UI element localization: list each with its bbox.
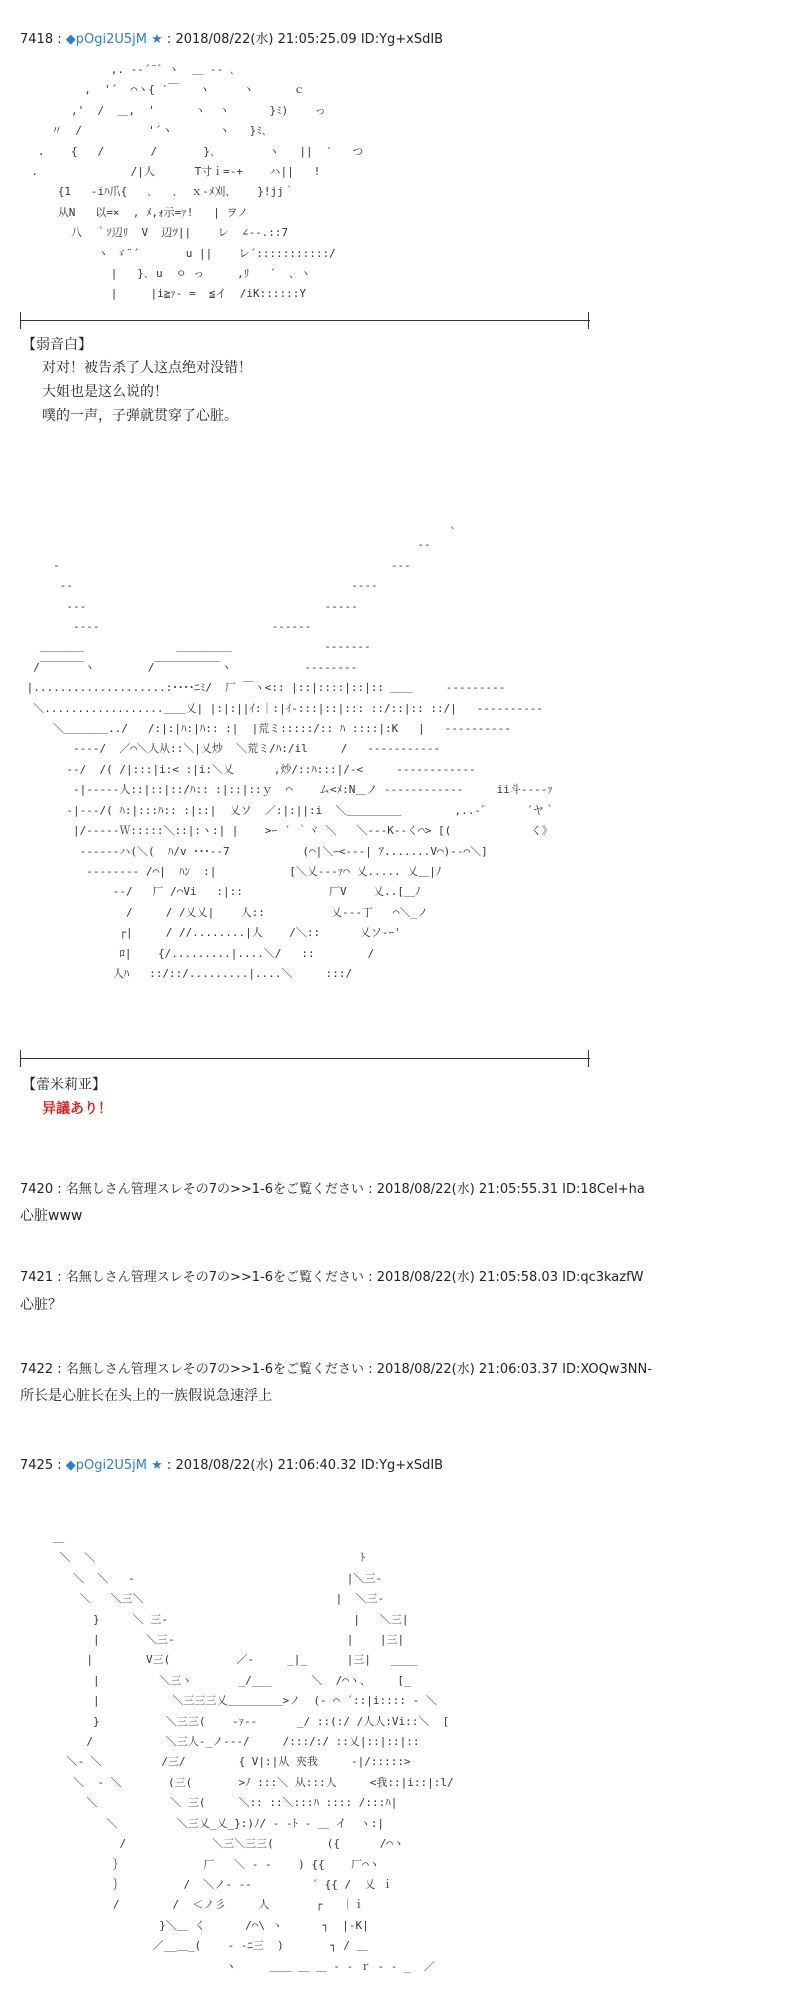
poster-name: 名無しさん管理スレその7の>>1-6をご覧ください (65, 1270, 365, 1285)
post-header (20, 1454, 443, 1473)
separator: : (166, 32, 176, 47)
post-header (20, 1266, 644, 1285)
post-timestamp: 2018/08/22(水) 21:06:40.32 (175, 1458, 357, 1473)
separator: : (368, 1270, 377, 1285)
post-number: 7425 (20, 1458, 54, 1473)
dialogue-line: 大姐也是这么说的！ (42, 384, 168, 400)
separator: : (57, 1458, 66, 1473)
post-body: 心脏？ (20, 1297, 62, 1313)
separator: : (368, 1362, 377, 1377)
ascii-art-scene: ＿ ＼ ＼ ﾄ ＼ ＼ ‐ |＼三‐ ＼ ＼三＼ | ＼三‐ } ＼ 三‐ | ＼三| | ＼三‐ | |三| | V三( ／‐ _|_ |三| ____ | ＼三ヽ _/___ ＼ /⌒ヽ、 [_ | ＼三三三乂＿＿＿＿＿>ノ (‐ ⌒ ´::|i:::: ‐ ＼ } ＼三三( ‐ｧ‐‐ _/ ::(:/ /人人:Vi::＼ [ / ＼三人‐_ノ‐‐‐/ /:::/:/ ::乂|::|::|:: ＼‐ ＼ /三/ { V|:|从 夾我 ‐|/:::::> ＼ ‐ ＼ (三( >ﾉ :::＼ 从:::人 <我::|i::|:l/ ＼ ＼ 三( ＼:: ::＼:::ﾊ :::: /:::ﾊ| ＼ ＼三乂_乂_}:)ﾉ/ ‐ ‐ﾄ ‐ ＿ イ ヽ:| / ＼三＼三三( ({ /⌒ヽ ｝ 厂 ＼ ‐ ‐ ) {{ 厂⌒ヽ ｝ / ＼ノ‐ ‐‐ ´ {{ / 乂 ｉ / / ＜ノ彡 人 ┌ ｜ｉ }＼＿ く /⌒\ ヽ ┐ |‐K| ／__＿_( ‐ ‐ﾆ三 ) ┐ / ＿ ヽ ＿＿ ＿ ＿ ‐ ‐ ｒ ‐ ‐ _ ／ (53, 1531, 454, 1973)
poster-id: ID:qc3kazfW (562, 1270, 644, 1285)
post-number: 7418 (20, 32, 54, 47)
ascii-art-remilia: ､ ‐‐ ‐ ‐‐‐ ‐‐ ‐‐‐‐ ‐‐‐ ‐‐‐‐‐ ‐‐‐‐ ‐‐‐‐‐‐ ＿＿＿＿ ＿＿＿＿＿ ‐‐‐‐‐‐‐ /￣￣￣￣ヽ /￣￣￣￣￣￣ヽ ‐‐‐‐‐‐‐‐ |....................:････ﾆﾐ/ 厂 ￣ヽ<:: |::|::::|::|:: ＿＿ ‐‐‐‐‐‐‐‐‐ ＼..................＿＿乂| |:|:||ｲ:｜:|ｲ-:::|::|::: ::/::|:: ::/| ‐‐‐‐‐‐‐‐‐‐ ＼＿＿＿＿../ /:|:|ﾊ:|ﾊ:: :| |荒ミ:::::/:: ﾊ ::::|:K | ‐‐‐‐‐‐‐‐‐‐ ‐‐‐‐/ ／⌒＼人从::＼|乂炒 ＼荒ミ/ﾊ:/il / ‐‐‐‐‐‐‐‐‐‐‐ ‐‐/ /( /|:::|i:< :|i:＼乂 ,炒/::ﾊ:::|/-< ‐‐‐‐‐‐‐‐‐‐‐‐ ‐|‐‐‐‐‐人::|::|::/ﾊ:: :|::|::ｙ ⌒ ム<ﾒ:N＿ノ ‐‐‐‐‐‐‐‐‐‐‐‐ ii斗‐‐‐‐ｧ ‐|‐‐‐/( ﾊ:|:::ﾊ:: :|::| 乂ソ ／:|:||:i ＼＿＿＿＿＿ ,..-ﾞ ´ヤ｀ |/‐‐‐‐‐Ｗ:::::＼::|:ヽ:| | >ｰ ´ ｀ヾ ＼ ＼‐‐‐K‐-く⌒> [( く》 ‐‐‐‐‐‐ハ(＼( ﾊ/v ･･･‐‐7 (⌒|＼ｰ<‐‐‐| ｱ.......V⌒)‐‐⌒＼] ‐‐‐‐‐‐‐‐ /⌒| ﾊﾝ :| [＼乂‐‐‐ｧ⌒ 乂..... 乂＿|ﾉ ‐‐/ 厂 /⌒Vi :|:: 厂V 乂..[＿ﾉ / / /乂乂| 人:: 乂‐‐‐丁 ⌒＼_ノ ┌| / //........|人 /＼:: 乂ソ‐ｰ' ﾛ| {/.........|....＼/ :: / 人ﾊ ::/::/.........|....＼ :::/ (26, 518, 555, 980)
dialogue-line: 对对！被告杀了人这点绝对没错！ (42, 360, 252, 376)
post-header (20, 28, 443, 47)
poster-id: ID:Yg+xSdIB (360, 1458, 444, 1473)
post-timestamp: 2018/08/22(水) 21:06:03.37 (376, 1362, 558, 1377)
post-body: 心脏www (20, 1208, 83, 1224)
post-timestamp: 2018/08/22(水) 21:05:25.09 (175, 32, 357, 47)
speaker-label: 【蕾米莉亚】 (22, 1077, 106, 1093)
poster-name: ◆pOgi2U5jM ★ (65, 1458, 163, 1473)
post-body: 所长是心脏长在头上的一族假说急速浮上 (20, 1388, 272, 1404)
poster-id: ID:18CeI+ha (562, 1182, 645, 1197)
scene-divider (20, 320, 590, 321)
dialogue-line: 噗的一声，子弹就贯穿了心脏。 (42, 408, 238, 424)
separator: : (57, 1270, 66, 1285)
scene-divider (20, 1058, 590, 1059)
separator: : (166, 1458, 176, 1473)
post-header (20, 1358, 652, 1377)
post-number: 7420 (20, 1182, 54, 1197)
post-timestamp: 2018/08/22(水) 21:05:58.03 (376, 1270, 558, 1285)
scene-divider-cap (588, 1050, 589, 1067)
separator: : (57, 1182, 66, 1197)
post-header (20, 1178, 645, 1197)
separator: : (57, 1362, 66, 1377)
scene-divider-cap (588, 312, 589, 329)
post-timestamp: 2018/08/22(水) 21:05:55.31 (376, 1182, 558, 1197)
ascii-art-haku: ,. -‐´¨゛ヽ ＿ ‐‐ ､ , '´ ⌒ヽ{ ′￣ ヽ ヽ ｃ ,' / ＿, ' ヽ ヽ }ﾐ) っ 〃 / '´ヽ ヽ }ﾐ､ . { / / }､ ヽ || ′ つ . /|人 T寸ｉ=-+ ハ|| ! {1 -iﾊ爪{ ､ ､ ｘ-ﾒ刈､ }!jj｀ 从N 以=× , ﾒ,ｫ示=ｧ! | ヲノ 八 ｀ｿ辺ﾘ V 辺ﾂ|| レ ∠-‐.::7 ヽ ゞ¨´ u || レ´:::::::::::/ | }､ u ㅇ っ ,ﾘ ´ 、ヽ | |i≧ｧ- = ≦イ /iK::::::Y (31, 63, 364, 301)
poster-name: ◆pOgi2U5jM ★ (65, 32, 163, 47)
separator: : (57, 32, 66, 47)
poster-name: 名無しさん管理スレその7の>>1-6をご覧ください (65, 1362, 365, 1377)
speaker-label: 【弱音白】 (22, 337, 92, 353)
poster-id: ID:Yg+xSdIB (360, 32, 444, 47)
poster-name: 名無しさん管理スレその7の>>1-6をご覧ください (65, 1182, 365, 1197)
scene-divider-cap (20, 312, 21, 329)
poster-id: ID:XOQw3NN- (562, 1362, 652, 1377)
post-number: 7422 (20, 1362, 54, 1377)
scene-divider-cap (20, 1050, 21, 1067)
post-number: 7421 (20, 1270, 54, 1285)
objection-line: 异議あり！ (42, 1101, 112, 1117)
separator: : (368, 1182, 377, 1197)
